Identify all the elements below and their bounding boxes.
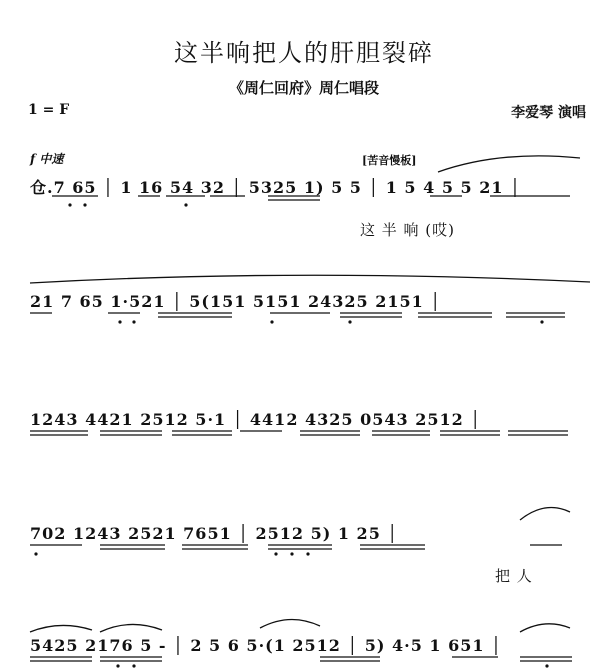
tempo-marking: f 中速 — [30, 152, 64, 166]
key-signature: 1 = F — [28, 102, 70, 118]
score-line-3: 1243 4421 2512 5·1 │ 4412 4325 0543 2512 │ — [30, 410, 481, 429]
performer-credit: 李爱琴 演唱 — [511, 105, 586, 121]
lyrics-line-4: 把 人 — [495, 567, 533, 585]
score-line-4: 702 1243 2521 7651 │ 2512 5) 1 25 │ — [30, 524, 399, 543]
score-line-2: 21 7 65 1·521 │ 5(151 5151 24325 2151 │ — [30, 292, 441, 311]
song-title: 这半响把人的肝胆裂碎 — [174, 39, 434, 67]
song-subtitle: 《周仁回府》周仁唱段 — [228, 79, 379, 97]
lyrics-line-1: 这 半 响 (哎) — [360, 221, 456, 239]
style-annotation: [苦音慢板] — [362, 154, 417, 167]
score-line-1: 仓.7 65 │ 1 16 54 32 │ 5325 1) 5 5 │ 1 5 4 5 5 21 │ — [30, 178, 521, 197]
score-line-5: 5425 2176 5 - │ 2 5 6 5·(1 2512 │ 5) 4·5 1 651 │ — [30, 636, 502, 655]
